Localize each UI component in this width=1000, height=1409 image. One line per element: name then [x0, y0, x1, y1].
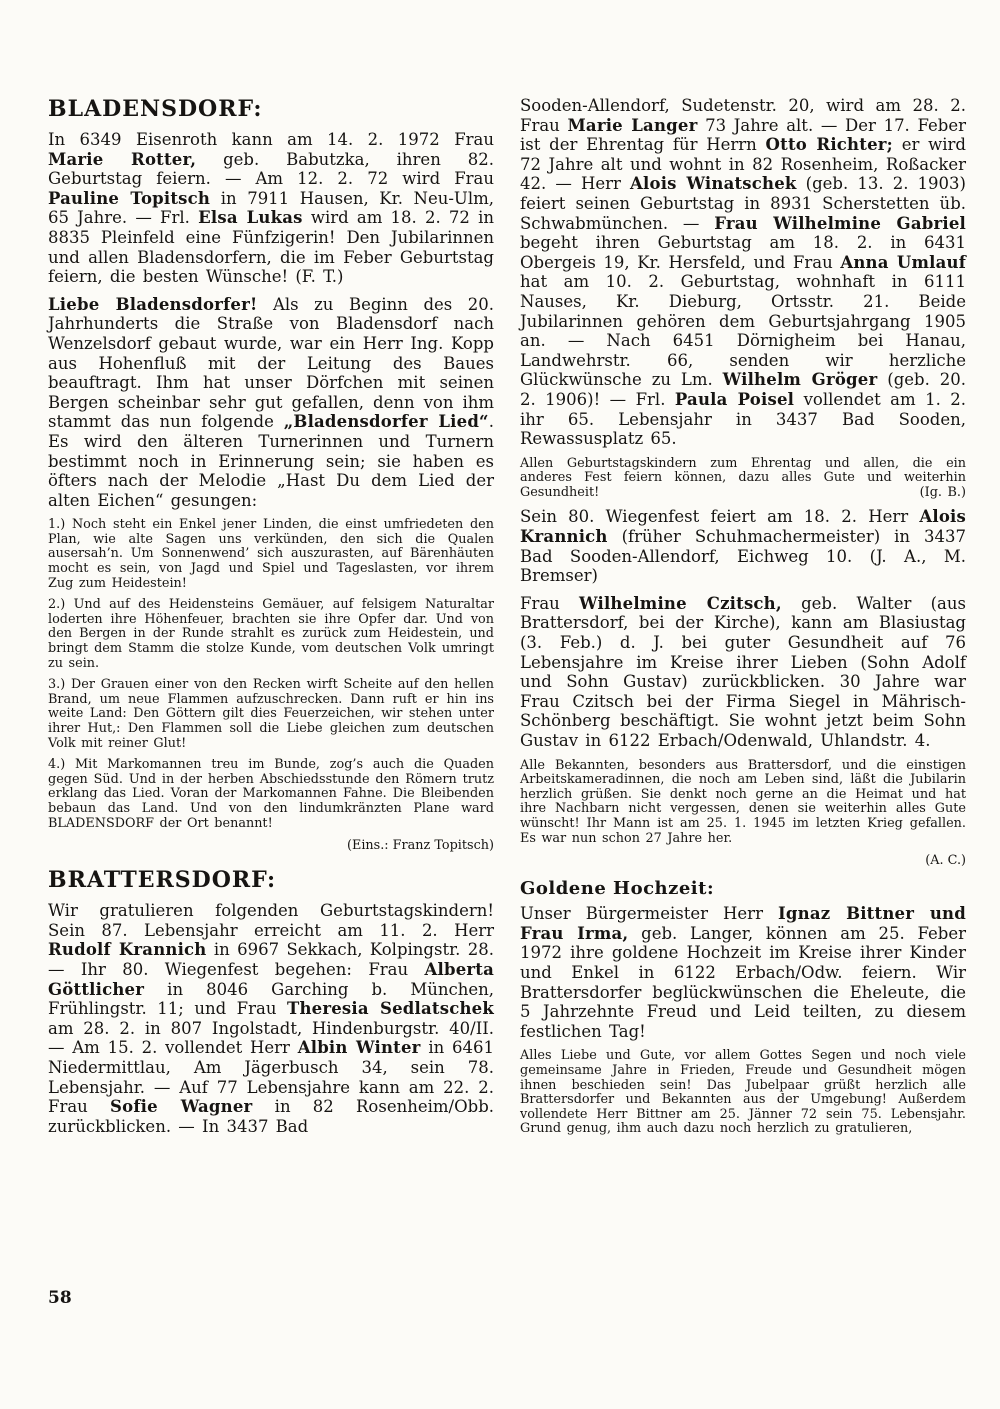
- text-run: . Es wird den älteren Turnerinnen und Turnern bestimmt noch in Erinnerung sein; sie haben es öfters nach der Melodie „Hast Du dem Lied der alten Eichen“ gesungen:: [48, 412, 494, 510]
- person-name-bold: Liebe Bladensdorfer!: [48, 294, 258, 314]
- text-run: In 6349 Eisenroth kann am 14. 2. 1972 Frau: [48, 130, 494, 149]
- text-run: geb. Langer, können am 25. Feber 1972 ihre goldene Hochzeit im Kreise ihrer Kinder und Enkel in 6122 Erbach/Odw. feiern. Wir Brattersdorfer beglückwünschen die Eheleute, die 5 Jahrzehnte Freud und Leid teilten, zu diesem festlichen Tag!: [520, 923, 967, 1041]
- small-paragraph: [48, 758, 494, 831]
- body-paragraph: [520, 594, 966, 751]
- subsection-heading: [520, 878, 966, 899]
- newsletter-page: [48, 96, 966, 1144]
- text-run: wird am 18. 2. 72 in 8835 Pleinfeld eine Fünfzigerin! Den Jubilarinnen und allen Bladensdorfern, die im Feber Geburtstag feiern, die besten Wünsche! (F. T.): [48, 208, 494, 287]
- signature-line: [520, 853, 966, 868]
- small-paragraph: [520, 1049, 966, 1137]
- text-run: Wir gratulieren folgenden Geburtstagskindern! Sein 87. Lebensjahr erreicht am 11. 2. Herr: [48, 901, 494, 940]
- text-run: Frau: [520, 593, 580, 613]
- text-run: (früher Schuhmachermeister) in 3437 Bad Sooden-Allendorf, Eichweg 10. (J. A., M. Bremser): [520, 527, 966, 586]
- text-run: 4.) Mit Markomannen treu im Bunde, zog’s auch die Quaden gegen Süd. Und in der herben Abschiedsstunde den Römern trutz erklang das Lied. Voran der Markomannen Fahne. Die Bleibenden bebaun das Land. Und von den lindumkränzten Plane ward BLADENSDORF der Ort benannt!: [48, 757, 494, 831]
- person-name-bold: Sofie Wagner: [110, 1097, 253, 1117]
- text-run: am 28. 2. in 807 Ingolstadt, Hindenburgstr. 40/II. — Am 15. 2. vollendet Herr: [48, 1018, 494, 1058]
- text-run: vollendet am 1. 2. ihr 65. Lebensjahr in 3437 Bad Sooden, Rewassusplatz 65.: [520, 389, 966, 449]
- text-run: geb. Walter (aus Brattersdorf, bei der Kirche), kann am Blasiustag (3. Feb.) d. J. bei guter Gesundheit auf 76 Lebensjahre im Kreise ihrer Lieben (Sohn Adolf und Sohn Gustav) zurückblicken. 30 Jahre war Frau Czitsch bei der Firma Siegel in Mährisch-Schönberg beschäftigt. Sie wohnt jetzt beim Sohn Gustav in 6122 Erbach/Odenwald, Uhlandstr. 4.: [520, 593, 966, 750]
- body-paragraph: [48, 295, 494, 511]
- person-name-bold: „Bladensdorfer Lied“: [283, 412, 489, 432]
- text-run: geb. Babutzka, ihren 82. Geburtstag feiern. — Am 12. 2. 72 wird Frau: [48, 149, 494, 189]
- person-name-bold: Albin Winter: [297, 1038, 421, 1058]
- text-run: in 8046 Garching b. München, Frühlingstr. 11; und Frau: [48, 979, 494, 1019]
- person-name-bold: Rudolf Krannich: [48, 940, 207, 960]
- text-run: in 7911 Hausen, Kr. Neu-Ulm, 65 Jahre. — Frl.: [48, 188, 495, 228]
- small-paragraph: [48, 598, 494, 671]
- left-column: [48, 96, 494, 1144]
- small-paragraph: [520, 457, 966, 501]
- text-run: (Eins.: Franz Topitsch): [346, 838, 494, 854]
- person-name-bold: Ignaz Bittner und Frau Irma,: [520, 904, 966, 943]
- person-name-bold: Anna Umlauf: [840, 252, 966, 272]
- text-run: (geb. 20. 2. 1906)! — Frl.: [520, 370, 966, 409]
- body-paragraph: [48, 901, 494, 1136]
- person-name-bold: Alberta Göttlicher: [48, 959, 494, 999]
- small-paragraph: [48, 678, 494, 751]
- person-name-bold: Wilhelmine Czitsch,: [579, 593, 782, 613]
- text-run: BLADENSDORF:: [48, 96, 263, 122]
- person-name-bold: Marie Rotter,: [48, 149, 197, 169]
- right-column: [520, 96, 966, 1144]
- text-run: BRATTERSDORF:: [48, 867, 277, 894]
- person-name-bold: Wilhelm Gröger: [722, 370, 878, 390]
- text-run: Alle Bekannten, besonders aus Brattersdorf, und die einstigen Arbeitskameradinnen, die noch am Leben sind, läßt die Jubilarin herzlich grüßen. Sie denkt noch gerne an die Heimat und hat ihre Nachbarn nicht vergessen, denen sie weiterhin alles Gute wünscht! Ihr Mann ist am 25. 1. 1945 im letzten Krieg gefallen. Es war nun schon 27 Jahre her.: [520, 757, 966, 846]
- text-run: (geb. 13. 2. 1903) feiert seinen Geburtstag in 8931 Scherstetten üb. Schwabmünchen. —: [520, 174, 966, 233]
- text-run: in 82 Rosenheim/Obb. zurückblicken. — In 3437 Bad: [48, 1097, 494, 1136]
- body-paragraph: [520, 96, 966, 449]
- person-name-bold: Alois Winatschek: [630, 174, 797, 194]
- person-name-bold: Paula Poisel: [674, 389, 795, 409]
- text-run: in 6967 Sekkach, Kolpingstr. 28. — Ihr 80. Wiegenfest begehen: Frau: [48, 940, 495, 979]
- signature-line: [48, 838, 494, 853]
- text-run: Allen Geburtstagskindern zum Ehrentag und allen, die ein anderes Fest feiern können, dazu alles Gute und weiterhin Gesundheit!: [520, 455, 966, 500]
- text-run: Als zu Beginn des 20. Jahrhunderts die Straße von Bladensdorf nach Wenzelsdorf gebaut wurde, war ein Herr Ing. Kopp aus Hohenfluß mit der Leitung des Baues beauftragt. Ihm hat unser Dörfchen mit seinen Bergen scheinbar sehr gut gefallen, denn von ihm stammt das nun folgende: [48, 294, 494, 432]
- text-run: 73 Jahre alt. — Der 17. Feber ist der Ehrentag für Herrn: [520, 115, 966, 155]
- section-heading: [48, 867, 494, 893]
- text-run: Unser Bürgermeister Herr: [520, 904, 779, 924]
- text-run: (A. C.): [925, 853, 966, 869]
- text-run: 2.) Und auf des Heidensteins Gemäuer, auf felsigem Naturaltar loderten ihre Höhenfeuer, brachten sie ihre Opfer dar. Und von den Bergen in der Runde strahlt es zurück zum Heidestein, und bringt dem Stamm die stolze Kunde, vom deutschen Volk umringt zu sein.: [48, 597, 494, 671]
- person-name-bold: Theresia Sedlatschek: [286, 999, 494, 1019]
- person-name-bold: Pauline Topitsch: [48, 188, 211, 208]
- text-run: Sein 80. Wiegenfest feiert am 18. 2. Herr: [520, 507, 920, 527]
- small-paragraph: [520, 759, 966, 847]
- text-run: begeht ihren Geburtstag am 18. 2. in 6431 Obergeis 19, Kr. Hersfeld, und Frau: [520, 233, 966, 272]
- person-name-bold: Otto Richter;: [765, 135, 893, 155]
- text-run: hat am 10. 2. Geburtstag, wohnhaft in 6111 Nauses, Kr. Dieburg, Ortsstr. 21. Beide Jubilarinnen gehören dem Geburtsjahrgang 1905 an. — Nach 6451 Dörnigheim bei Hanau, Landwehrstr. 66, senden wir herzliche Glückwünsche zu Lm.: [520, 272, 966, 390]
- text-run: er wird 72 Jahre alt und wohnt in 82 Rosenheim, Roßacker 42. — Herr: [520, 135, 966, 194]
- person-name-bold: Frau Wilhelmine Gabriel: [714, 213, 967, 233]
- text-run: 3.) Der Grauen einer von den Recken wirft Scheite auf den hellen Brand, um neue Flammen aufzuschrecken. Dann ruft er hin ins weite Land: Den Göttern gilt dies Feuerzeichen, wir stehen unter ihrer Hut,: Den Flammen soll die Liebe gleichen zum deutschen Volk mit reiner Glut!: [48, 677, 494, 751]
- body-paragraph: [520, 904, 966, 1041]
- person-name-bold: Elsa Lukas: [198, 208, 303, 228]
- person-name-bold: Alois Krannich: [520, 507, 966, 547]
- text-run: in 6461 Niedermittlau, Am Jägerbusch 34, sein 78. Lebensjahr. — Auf 77 Lebensjahre kann am 22. 2. Frau: [48, 1038, 494, 1117]
- small-paragraph: [48, 518, 494, 591]
- signature-inline: (Ig. B.): [919, 484, 966, 500]
- section-heading: [48, 96, 494, 122]
- text-run: Sooden-Allendorf, Sudetenstr. 20, wird am 28. 2. Frau: [520, 96, 966, 135]
- page-number: 58: [48, 1288, 72, 1308]
- person-name-bold: Marie Langer: [567, 115, 698, 135]
- text-run: 1.) Noch steht ein Enkel jener Linden, die einst umfriedeten den Plan, wie alte Sagen uns verkünden, den sich die Qualen ausersah’n. Um Sonnenwend’ sich auszurasten, auf Bärenhäuten mocht es sein, von Jagd und Spiel und Tageslasten, vor ihrem Zug zum Heidestein!: [48, 517, 494, 591]
- text-run: Goldene Hochzeit:: [520, 878, 715, 900]
- two-column-layout: [48, 96, 966, 1144]
- text-run: Alles Liebe und Gute, vor allem Gottes Segen und noch viele gemeinsame Jahre in Frieden, Freude und Gesundheit mögen ihnen beschieden sein! Das Jubelpaar grüßt herzlich alle Brattersdorfer und Bekannten aus der Umgebung! Außerdem vollendete Herr Bittner am 25. Jänner 72 sein 75. Lebensjahr. Grund genug, ihm auch dazu noch herzlich zu gratulieren,: [520, 1048, 966, 1137]
- body-paragraph: [520, 507, 966, 585]
- body-paragraph: [48, 130, 494, 287]
